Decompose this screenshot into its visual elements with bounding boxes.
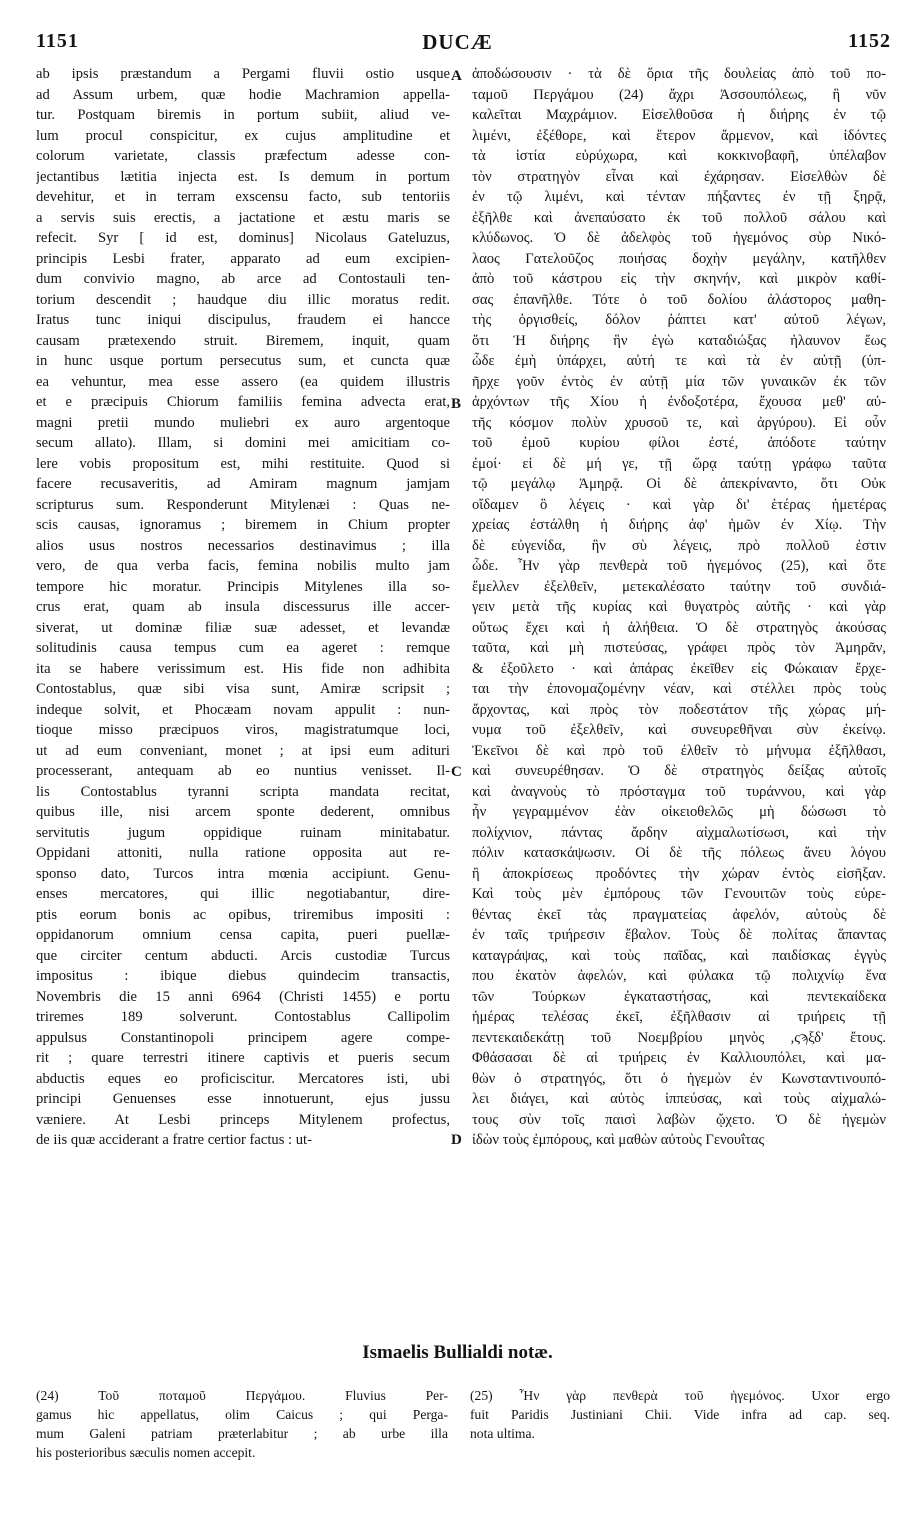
greek-text-line: τὸν στρατηγὸν εἶναι καὶ ἐχάρησαν. Εἰσελθὼν δὲ [472, 168, 886, 185]
latin-text-line: vero, de qua verba facis, femina nobilis multo jam [36, 558, 450, 574]
latin-text-line: refecit. Syr [ id est, dominus] Nicolaus Gateluzus, [36, 230, 450, 246]
greek-text-line: καταγράψας, καὶ τοὺς παῖδας, καὶ παιδίσκας ἐγγὺς [472, 947, 886, 964]
greek-text-line: ἔμελλεν ἐξελθεῖν, μετεκαλέσατο ταύτην τοῦ συνδιά- [472, 578, 886, 595]
latin-column [36, 64, 450, 1151]
latin-text-line: scripturus sum. Responderunt Mitylenæi : Quas ne- [36, 496, 450, 513]
notes-title: Ismaelis Bullialdi notæ. [362, 1342, 553, 1363]
latin-text-line: devehitur, et in terram exscensu facto, sub tentoriis [36, 189, 450, 205]
greek-text-line: θὼν ὁ στρατηγός, ὅτι ὁ ἡγεμὼν ἐν Κωνσταντινουπό- [472, 1070, 886, 1087]
greek-text-line: τὴς ὀργισθείς, δόλον ῥάπτει κατ' αὐτοῦ λέγων, [472, 312, 886, 328]
greek-text-line: καὶ ἀναγνοὺς τὸ πρόσταγμα τοῦ τυράννου, καὶ γὰρ [472, 783, 886, 800]
greek-text-line: Ἐκεῖνοι δὲ καὶ πρὸ τοῦ ἐλθεῖν τὸ μήνυμα ἐξῆλθασι, [472, 742, 886, 759]
latin-text-line: Novembris die 15 anni 6964 (Christi 1455) e portu [36, 988, 450, 1005]
greek-text-line: καὶ συνευρέθησαν. Ὁ δὲ στρατηγὸς δείξας αὐτοῖς [472, 763, 886, 779]
greek-text-line: τους σὺν τοῖς παισὶ λαβὼν ᾤχετο. Ὁ δὲ ἡγεμὼν [472, 1111, 886, 1128]
running-title: DUCÆ [422, 30, 493, 54]
greek-text-line: & ἐξοῦλετο · καὶ ἀπάρας ἐκεῖθεν εἰς Φώκαιαν ἔρχε- [472, 660, 886, 677]
latin-text-line: ut ad eum conveniant, monet ; at ipsi eum adituri [36, 742, 450, 759]
greek-text-line: τοῦ ἐμοῦ κυρίου φίλοι ἐστέ, ἀπόδοτε ταύτην [472, 435, 886, 451]
greek-text-line: ἄρχοντας, καὶ πρὸς τὸν ποδεστάτον τῆς χώρας μή- [472, 701, 886, 718]
note-text-line: mum Galeni patriam præterlabitur ; ab urbe illa [36, 1426, 448, 1441]
greek-text-line: Φθάσασαι δὲ αἱ τριήρεις ἐν Καλλιουπόλει, καὶ μα- [472, 1050, 886, 1066]
note-24 [36, 1386, 448, 1462]
latin-text-line: siverat, ut dominæ filiæ suæ adesset, et levandæ [36, 619, 450, 636]
latin-text-line: solitudinis causa tempus cum ea ageret : remque [36, 640, 450, 656]
latin-text-line: ad Assum urbem, quæ hodie Machramion appella- [36, 86, 450, 103]
note-25 [470, 1386, 890, 1443]
latin-text-line: ptis eorum bonis ac opibus, triremibus impositi : [36, 906, 450, 923]
latin-text-line: indeque solvit, et Phocæam novam appulit : nun- [36, 701, 450, 718]
latin-text-line: Iratus tunc iniqui discipulus, fraudem ei hancce [36, 312, 450, 328]
latin-text-line: in hunc usque portum persecutus sum, et cuncta quæ [36, 353, 450, 369]
greek-text-line: τὰ ἱστία εὐρύχωρα, καὶ κοκκινοβαφῆ, ὑπέλαβον [472, 148, 886, 164]
note-text-line: fuit Paridis Justiniani Chii. Vide infra ad cap. seq. [470, 1407, 890, 1422]
greek-text-line: γειν μετὰ τῆς κυρίας καὶ θυγατρὸς αὐτῆς · καὶ γὰρ [472, 599, 886, 615]
greek-column [472, 64, 886, 1151]
greek-text-line: πολίχνιον, πάντας ἄρδην αἰχμαλωτίσωσι, καὶ τὴν [472, 824, 886, 841]
latin-text-line: servitutis jugum oppidique ruinam minitabatur. [36, 824, 450, 841]
latin-text-line: ita se habere verissimum est. His fide non adhibita [36, 660, 450, 677]
greek-text-line: τῷ μεγάλῳ Ἀμηρᾷ. Οἱ δὲ ἀπεκρίναντο, ὅτι Οὐκ [472, 476, 886, 492]
greek-text-line: ἀρχόντων τῆς Χίου ἡ ἐνδοξοτέρα, ἔχουσα μεθ' αὐ- [472, 394, 886, 410]
latin-text-line: scis causas, ignoramus ; biremem in Chium propter [36, 517, 450, 533]
latin-text-line: principi Genuenses esse innotuerunt, ejus jussu [36, 1091, 450, 1107]
latin-text-line: magni pretii mundo muliebri ex auro argentoque [36, 414, 450, 431]
greek-text-line: πόλιν κατασκάψωσιν. Οἱ δὲ τῆς πόλεως ἄνευ λόγου [472, 845, 886, 861]
latin-text-line: triremes 189 solverunt. Contostablus Callipolim [36, 1009, 450, 1025]
latin-text-line: torium descendit ; haudque diu illic moratus redit. [36, 291, 450, 308]
greek-text-line: ἢ ἀποκρίσεως προδόντες τὴν χώραν ἐντὸς εἰσῆξαν. [472, 865, 886, 882]
greek-text-line: πεντεκαιδεκάτῃ τοῦ Νοεμβρίου μηνὸς ,ςϡξδ' ἔτους. [472, 1029, 886, 1046]
greek-text-line: που ἑκατὸν ἀφελών, καὶ φύλακα τῷ πολιχνίῳ ἕνα [472, 968, 886, 984]
latin-text-line: quibus ille, nisi arcem sponte dederent, omnibus [36, 804, 450, 820]
greek-text-line: ἀποδώσουσιν · τὰ δὲ ὅρια τῆς δουλείας ἀπὸ τοῦ πο- [472, 66, 886, 82]
latin-text-line: lis Contostablus tyranni scripta mandata recitat, [36, 783, 450, 800]
greek-text-line: χρείας ἐστάλθη ἡ διήρης ἀφ' ἡμῶν ἐν Χίῳ. Τὴν [472, 517, 886, 533]
greek-text-line: Καὶ τοὺς μὲν ἐμπόρους τῶν Γενουιτῶν τοὺς εὑρε- [472, 886, 886, 902]
greek-text-line: οἴδαμεν ὃ λέγεις · καὶ γὰρ δι' ἑτέρας ἡμετέρας [472, 496, 886, 513]
latin-text-line: ab ipsis præstandum a Pergami fluvii ostio usque [36, 66, 450, 82]
greek-text-line: λει διάγει, καὶ αὐτὸς ἱππεύσας, καὶ τοὺς αἰχμαλώ- [472, 1091, 886, 1107]
greek-text-line: οὕτως ἔχει καὶ ἡ ἀλήθεια. Ὁ δὲ στρατηγὸς ἀκούσας [472, 619, 886, 636]
greek-text-line: ἡμέρας τελέσας ἐκεῖ, ἐξῆλθασιν αἱ τριήρεις τῇ [472, 1009, 886, 1025]
greek-text-line: ταῦτα, καὶ μὴ πιστεύσας, γράφει πρὸς τὸν Ἀμηρᾶν, [472, 640, 886, 656]
page-number-left: 1151 [36, 30, 79, 52]
greek-text-line: ἐμοί· εἰ δὲ μή γε, τῇ ὥρᾳ ταύτῃ γράφω ταῦτα [472, 455, 886, 472]
latin-text-line: tioque misso præcipuos viros, magistratumque loci, [36, 722, 450, 738]
latin-text-line: que circiter centum abducti. Arcis custodiæ Turcus [36, 947, 450, 964]
greek-text-line: καλεῖται Μαχράμιον. Εἰσελθοῦσα ἡ διήρης ἐν τῷ [472, 107, 886, 123]
greek-text-line: σας ἐπανῆλθε. Τότε ὁ τοῦ δολίου ἀλάστορος μαθη- [472, 291, 886, 308]
latin-text-line: rit ; quare terrestri itinere captivis et pueris secum [36, 1050, 450, 1066]
greek-text-line: δὲ εὐγενίδα, ἣν σὺ λέγεις, πρὸ πολλοῦ ἐστιν [472, 537, 886, 554]
greek-text-line: ἐν ταῖς τριήρεσιν ἔβαλον. Τοὺς δὲ πολίτας ἅπαντας [472, 927, 886, 943]
latin-text-line: crus erat, quam ab insula discessurus ille accer- [36, 599, 450, 615]
latin-text-line: dum convivio magno, ab arce ad Contostauli ten- [36, 271, 450, 287]
note-text-line: gamus hic appellatus, olim Caicus ; qui Perga- [36, 1407, 448, 1422]
section-marker-b: B [451, 396, 462, 412]
latin-text-line: enses mercatores, qui illic negotiabantur, dire- [36, 886, 450, 902]
greek-text-line: κλύδωνος. Ὁ δὲ ἀδελφὸς τοῦ ἡγεμόνος σὺρ Νικό- [472, 230, 886, 246]
greek-text-line: ἦν γεγραμμένον ἐὰν οἰκειοθελῶς μὴ δώσωσι τὸ [472, 804, 886, 820]
section-marker-c: C [451, 764, 462, 780]
note-text-line: his posterioribus sæculis nomen accepit. [36, 1445, 256, 1460]
latin-text-line: tempore hic moratur. Principis Mitylenes illa so- [36, 578, 450, 595]
latin-text-line: processerant, antequam ab eo nuntius venisset. Il- [36, 763, 450, 779]
latin-text-line: væniere. At Lesbi princeps Mitylenem profectus, [36, 1111, 450, 1128]
note-text-line: nota ultima. [470, 1426, 535, 1441]
latin-text-line: impositus : ibique diebus quindecim transactis, [36, 968, 450, 984]
latin-text-line: appulsus Constantinopoli principem agere compe- [36, 1029, 450, 1046]
latin-text-line: et e præcipuis Chiorum familiis femina advecta erat, [36, 394, 450, 410]
section-marker-d: D [451, 1132, 462, 1148]
latin-text-line: causam prætexendo struit. Biremem, inquit, quam [36, 332, 450, 349]
greek-text-line: λαος Γατελοῦζος ποιήσας δοχὴν μεγάλην, κατῆλθεν [472, 250, 886, 267]
greek-text-line: ταμοῦ Περγάμου (24) ἄχρι Ἀσσουπόλεως, ἣ νῦν [472, 86, 886, 103]
greek-text-line: ἐν τῷ λιμένι, καὶ τένταν πήξαντες ἐν τῇ ξηρᾷ, [472, 189, 886, 205]
note-text-line: (24) Τοῦ ποταμοῦ Περγάμου. Fluvius Per- [36, 1388, 448, 1403]
greek-text-line: ἀπὸ τοῦ κάστρου εἰς τὴν σκηνήν, καὶ μικρὸν καθί- [472, 271, 886, 287]
greek-text-line: ἐξῆλθε καὶ ἀνεπαύσατο ἐκ τοῦ πολλοῦ σάλου καὶ [472, 209, 886, 226]
greek-text-line: νυμα τοῦ ἐξελθεῖν, καὶ συνευρεθῆναι σὺν ἐκείνῳ. [472, 722, 886, 738]
greek-text-line: τῶν Τούρκων ἐγκαταστήσας, καὶ πεντεκαίδεκα [472, 988, 886, 1005]
latin-text-line: alios usus nostros necessarios destinavimus ; illa [36, 537, 450, 554]
latin-text-line: Contostablus, quæ sibi visa sunt, Amiræ scripsit ; [36, 681, 450, 697]
latin-text-line: lum procul conspicitur, ex cujus amplitudine et [36, 127, 450, 144]
greek-text-line: ὧδε ἐμὴ ὑπάρχει, αὐτή τε καὶ τὰ ἐν αὐτῇ (ὑπ- [472, 353, 886, 369]
running-header [0, 0, 915, 52]
latin-text-line: ea vehuntur, mea esse assero (ea quidem illustris [36, 373, 450, 390]
greek-text-line: λιμένι, ἐξέθορε, καὶ ἕτερον ἄρμενον, καὶ ἰδόντες [472, 127, 886, 144]
latin-text-line: a servis suis erectis, a jactatione et æstu maris se [36, 209, 450, 226]
section-marker-a: A [451, 68, 462, 84]
latin-text-line: abductis eques eo proficiscitur. Mercatores isti, ubi [36, 1070, 450, 1087]
latin-text-line: de iis quæ acciderant a fratre certior factus : ut- [36, 1132, 312, 1148]
greek-text-line: ὧδε. Ἦν γὰρ πενθερὰ τοῦ ἡγεμόνος (25), καὶ ὅτε [472, 558, 886, 574]
latin-text-line: jectantibus lætitia injecta est. Is demum in portum [36, 168, 450, 185]
latin-text-line: oppidanorum omnium censa capita, pueri puellæ- [36, 927, 450, 943]
greek-text-line: ὅτι Ἡ διήρης ἣν ἐγὼ καταδιώξας ἠλαυνον ἕως [472, 332, 886, 349]
greek-text-line: ἰδὼν τοὺς ἐμπόρους, καὶ μαθὼν αὐτοὺς Γενουΐτας [472, 1132, 765, 1148]
greek-text-line: τῆς κόσμον πολὺν χρυσοῦ τε, καὶ ἀργύρου). Εἰ οὖν [472, 414, 886, 431]
latin-text-line: tur. Postquam biremis in portum subiit, aliud ve- [36, 107, 450, 123]
note-text-line: (25) Ἦν γὰρ πενθερὰ τοῦ ἡγεμόνος. Uxor ergo [470, 1388, 890, 1403]
latin-text-line: secum allato). Illam, si domini mei amicitiam co- [36, 435, 450, 451]
latin-text-line: sponso dato, Turcos intra mœnia accipiunt. Genu- [36, 865, 450, 882]
latin-text-line: colorum varietate, classis præfectum adesse con- [36, 148, 450, 164]
latin-text-line: lere vobis propositum est, mihi restituite. Quod si [36, 455, 450, 472]
greek-text-line: θέντας ἐκεῖ τὰς πραγματείας ἀφελόν, αὐτοὺς δὲ [472, 906, 886, 923]
greek-text-line: ται τὴν ἐπονομαζομένην νέαν, καὶ στέλλει πρὸς τοὺς [472, 681, 886, 697]
greek-text-line: ῆρχε γοῦν ἐντὸς ἐν αὐτῇ μία τῶν γυναικῶν ἐκ τῶν [472, 373, 886, 390]
latin-text-line: facere recusaveritis, ad Amiram magnum jamjam [36, 476, 450, 492]
page-number-right: 1152 [848, 30, 891, 52]
latin-text-line: principis Lesbi frater, apparato ad eum excipien- [36, 250, 450, 267]
latin-text-line: Oppidani attoniti, nulla ratione opposita aut re- [36, 845, 450, 861]
